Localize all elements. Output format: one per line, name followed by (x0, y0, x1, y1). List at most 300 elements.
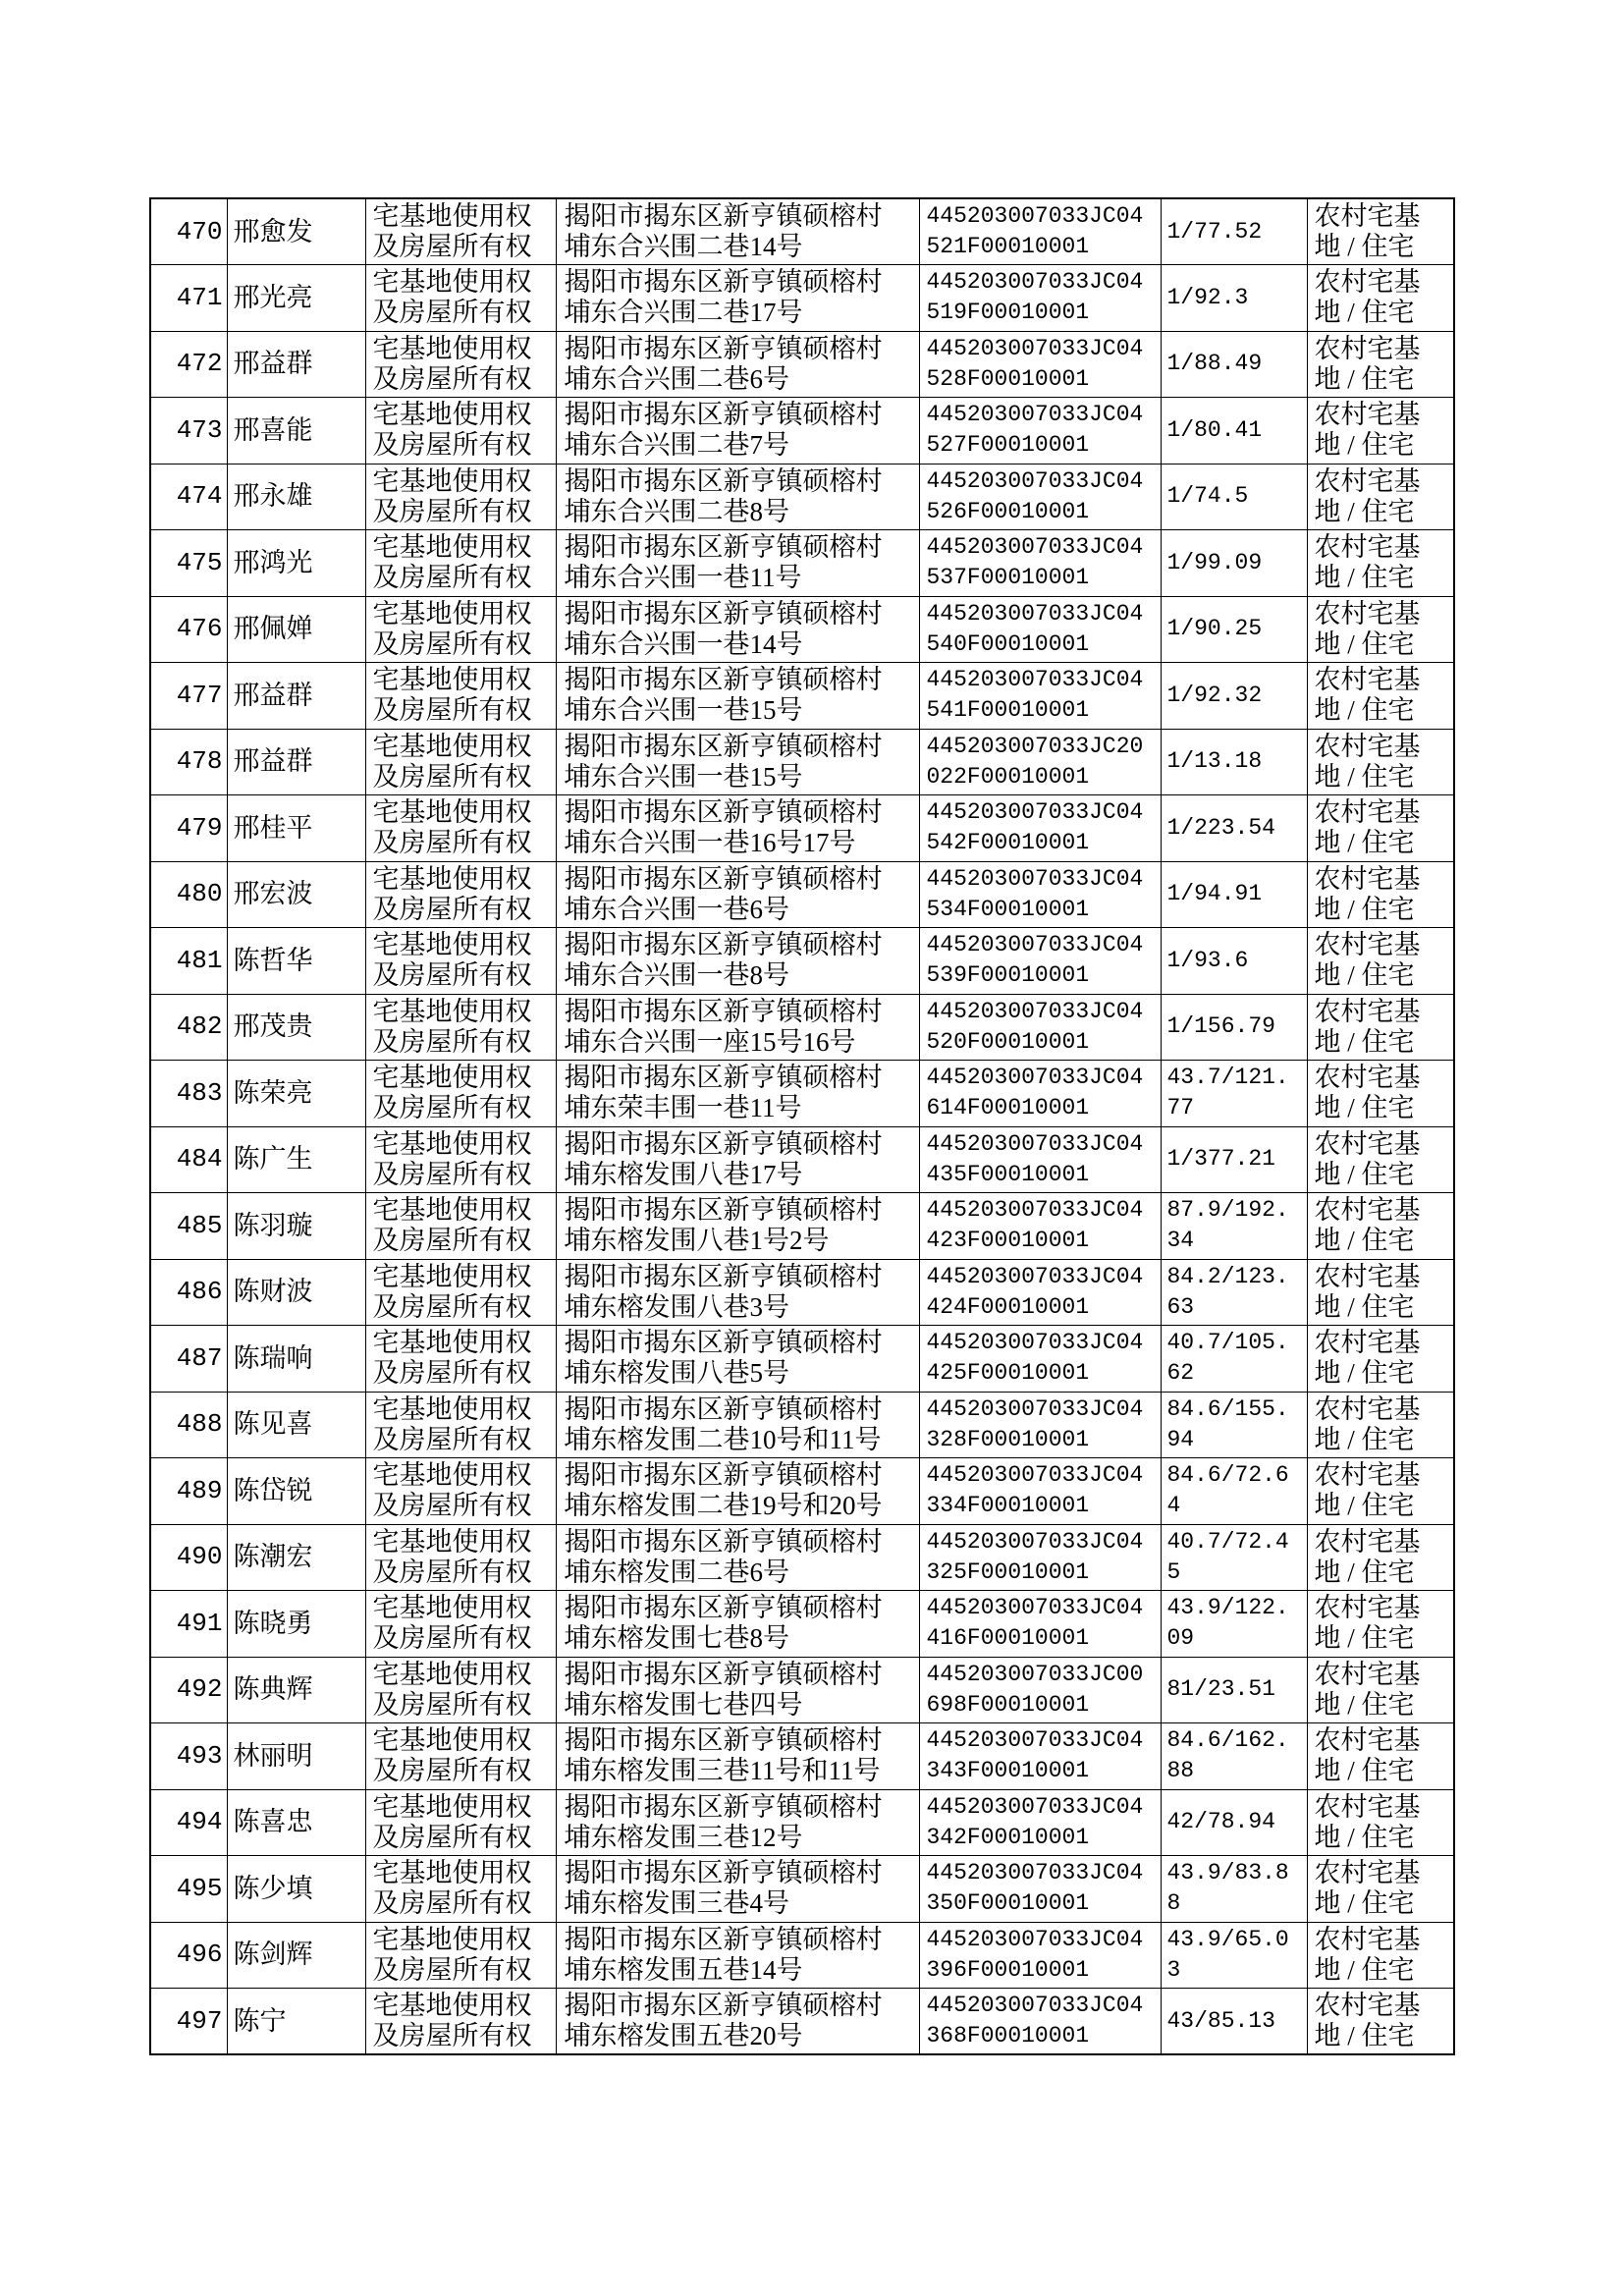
owner-name: 陈岱锐 (233, 1475, 313, 1505)
unit-number-cell (919, 265, 1161, 332)
property-address-cell (556, 596, 919, 663)
land-use: 农村宅基地 / 住宅 (1314, 1791, 1421, 1852)
right-type-cell (365, 1458, 556, 1525)
unit-number: 445203007033JC04528F00010001 (926, 335, 1144, 392)
unit-number: 445203007033JC04520F00010001 (926, 998, 1144, 1055)
right-type: 宅基地使用权及房屋所有权 (372, 1460, 532, 1521)
area-cell (1161, 994, 1307, 1061)
right-type: 宅基地使用权及房屋所有权 (372, 201, 532, 261)
area-cell (1161, 1657, 1307, 1723)
land-use: 农村宅基地 / 住宅 (1314, 532, 1421, 593)
property-address-cell (556, 1989, 919, 2055)
land-use-cell (1307, 1061, 1454, 1127)
table-row (150, 663, 1454, 730)
table-row (150, 861, 1454, 928)
row-number-cell (150, 1856, 227, 1923)
table-row (150, 1061, 1454, 1127)
row-number-cell (150, 530, 227, 597)
right-type-cell (365, 663, 556, 730)
right-type: 宅基地使用权及房屋所有权 (372, 731, 532, 792)
area: 84.2/123.63 (1166, 1263, 1289, 1320)
unit-number: 445203007033JC04350F00010001 (926, 1860, 1144, 1917)
unit-number: 445203007033JC04425F00010001 (926, 1330, 1144, 1387)
right-type: 宅基地使用权及房屋所有权 (372, 1526, 532, 1587)
land-use: 农村宅基地 / 住宅 (1314, 333, 1421, 394)
owner-name: 陈财波 (233, 1277, 313, 1307)
right-type-cell (365, 331, 556, 398)
area-cell (1161, 331, 1307, 398)
land-use-cell (1307, 1259, 1454, 1326)
right-type: 宅基地使用权及房屋所有权 (372, 1858, 532, 1919)
right-type: 宅基地使用权及房屋所有权 (372, 598, 532, 659)
unit-number-cell (919, 530, 1161, 597)
area: 1/377.21 (1166, 1146, 1275, 1173)
owner-name-cell (227, 1126, 365, 1193)
table-row (150, 596, 1454, 663)
area-cell (1161, 1789, 1307, 1856)
row-number: 483 (176, 1077, 223, 1108)
row-number: 472 (176, 349, 223, 379)
row-number-cell (150, 1259, 227, 1326)
table-body (150, 198, 1454, 2054)
unit-number: 445203007033JC04537F00010001 (926, 534, 1144, 591)
property-address-cell (556, 1259, 919, 1326)
row-number: 497 (176, 2005, 223, 2036)
row-number: 489 (176, 1475, 223, 1505)
owner-name-cell (227, 596, 365, 663)
table-row (150, 1126, 1454, 1193)
land-use: 农村宅基地 / 住宅 (1314, 1659, 1421, 1720)
owner-name-cell (227, 729, 365, 795)
table-row (150, 265, 1454, 332)
right-type-cell (365, 1922, 556, 1989)
table-row (150, 1591, 1454, 1658)
property-address: 揭阳市揭东区新亨镇硕榕村埔东合兴围一巷15号 (564, 665, 883, 726)
right-type-cell (365, 795, 556, 862)
unit-number: 445203007033JC04328F00010001 (926, 1395, 1144, 1452)
table-row (150, 1922, 1454, 1989)
unit-number-cell (919, 1789, 1161, 1856)
land-use-cell (1307, 795, 1454, 862)
table-row (150, 1657, 1454, 1723)
right-type: 宅基地使用权及房屋所有权 (372, 400, 532, 461)
area-cell (1161, 1591, 1307, 1658)
table-row (150, 1524, 1454, 1591)
land-use: 农村宅基地 / 住宅 (1314, 1593, 1421, 1654)
right-type: 宅基地使用权及房屋所有权 (372, 1328, 532, 1389)
property-address: 揭阳市揭东区新亨镇硕榕村埔东榕发围二巷6号 (564, 1526, 883, 1587)
unit-number-cell (919, 1922, 1161, 1989)
property-address: 揭阳市揭东区新亨镇硕榕村埔东合兴围一巷11号 (564, 532, 883, 593)
owner-name-cell (227, 861, 365, 928)
land-use: 农村宅基地 / 住宅 (1314, 1991, 1421, 2050)
table-row (150, 1259, 1454, 1326)
row-number: 486 (176, 1277, 223, 1307)
area-cell (1161, 663, 1307, 730)
land-use-cell (1307, 265, 1454, 332)
right-type: 宅基地使用权及房屋所有权 (372, 996, 532, 1057)
owner-name-cell (227, 1392, 365, 1458)
property-address: 揭阳市揭东区新亨镇硕榕村埔东合兴围二巷6号 (564, 333, 883, 394)
land-use: 农村宅基地 / 住宅 (1314, 1725, 1421, 1786)
property-address: 揭阳市揭东区新亨镇硕榕村埔东榕发围五巷20号 (564, 1991, 883, 2050)
row-number-cell (150, 928, 227, 995)
row-number: 493 (176, 1740, 223, 1771)
area: 1/88.49 (1166, 351, 1263, 377)
property-address: 揭阳市揭东区新亨镇硕榕村埔东榕发围八巷5号 (564, 1328, 883, 1389)
land-use: 农村宅基地 / 住宅 (1314, 267, 1421, 328)
right-type-cell (365, 1723, 556, 1790)
right-type-cell (365, 1789, 556, 1856)
unit-number: 445203007033JC04423F00010001 (926, 1197, 1144, 1254)
property-address: 揭阳市揭东区新亨镇硕榕村埔东榕发围八巷3号 (564, 1261, 883, 1322)
row-number: 479 (176, 812, 223, 843)
unit-number-cell (919, 198, 1161, 265)
property-address: 揭阳市揭东区新亨镇硕榕村埔东合兴围一巷6号 (564, 863, 883, 924)
area: 87.9/192.34 (1166, 1197, 1289, 1254)
right-type-cell (365, 994, 556, 1061)
area: 43.9/65.03 (1166, 1926, 1289, 1983)
property-address-cell (556, 464, 919, 530)
table-row (150, 994, 1454, 1061)
area: 84.6/155.94 (1166, 1395, 1289, 1452)
unit-number-cell (919, 1657, 1161, 1723)
row-number: 475 (176, 547, 223, 577)
row-number: 471 (176, 282, 223, 312)
right-type-cell (365, 530, 556, 597)
area: 43.7/121.77 (1166, 1065, 1289, 1121)
land-use-cell (1307, 398, 1454, 464)
area: 43.9/83.88 (1166, 1860, 1289, 1917)
property-address-cell (556, 398, 919, 464)
area: 1/77.52 (1166, 218, 1263, 245)
property-address: 揭阳市揭东区新亨镇硕榕村埔东荣丰围一巷11号 (564, 1063, 883, 1123)
property-address: 揭阳市揭东区新亨镇硕榕村埔东榕发围七巷四号 (564, 1659, 883, 1720)
property-address-cell (556, 994, 919, 1061)
row-number-cell (150, 1458, 227, 1525)
owner-name: 陈哲华 (233, 945, 313, 975)
area: 1/99.09 (1166, 549, 1263, 575)
row-number: 480 (176, 879, 223, 909)
right-type: 宅基地使用权及房屋所有权 (372, 1063, 532, 1123)
area-cell (1161, 1061, 1307, 1127)
row-number-cell (150, 795, 227, 862)
property-address-cell (556, 1193, 919, 1260)
unit-number: 445203007033JC04334F00010001 (926, 1462, 1144, 1519)
right-type-cell (365, 1392, 556, 1458)
area-cell (1161, 861, 1307, 928)
land-use-cell (1307, 596, 1454, 663)
owner-name: 陈瑞响 (233, 1342, 313, 1373)
row-number: 496 (176, 1940, 223, 1970)
owner-name-cell (227, 1922, 365, 1989)
right-type-cell (365, 928, 556, 995)
row-number: 476 (176, 614, 223, 644)
table-row (150, 928, 1454, 995)
land-use: 农村宅基地 / 住宅 (1314, 1328, 1421, 1389)
land-use-cell (1307, 1922, 1454, 1989)
row-number-cell (150, 663, 227, 730)
owner-name: 邢愈发 (233, 216, 313, 246)
unit-number: 445203007033JC04534F00010001 (926, 865, 1144, 922)
row-number: 473 (176, 414, 223, 445)
land-use: 农村宅基地 / 住宅 (1314, 797, 1421, 858)
table-row (150, 1193, 1454, 1260)
table-row (150, 1789, 1454, 1856)
land-use: 农村宅基地 / 住宅 (1314, 1063, 1421, 1123)
row-number-cell (150, 1061, 227, 1127)
property-address: 揭阳市揭东区新亨镇硕榕村埔东榕发围八巷1号2号 (564, 1195, 883, 1256)
land-use: 农村宅基地 / 住宅 (1314, 1526, 1421, 1587)
owner-name: 邢宏波 (233, 879, 313, 909)
right-type-cell (365, 1259, 556, 1326)
row-number-cell (150, 1524, 227, 1591)
table-row (150, 1989, 1454, 2055)
table-row (150, 1392, 1454, 1458)
row-number: 484 (176, 1144, 223, 1175)
right-type-cell (365, 1657, 556, 1723)
property-address-cell (556, 1126, 919, 1193)
land-use-cell (1307, 1458, 1454, 1525)
row-number-cell (150, 331, 227, 398)
right-type: 宅基地使用权及房屋所有权 (372, 532, 532, 593)
unit-number-cell (919, 1591, 1161, 1658)
right-type-cell (365, 464, 556, 530)
table-row (150, 198, 1454, 265)
right-type-cell (365, 1193, 556, 1260)
unit-number-cell (919, 1723, 1161, 1790)
row-number-cell (150, 1657, 227, 1723)
right-type-cell (365, 596, 556, 663)
row-number-cell (150, 729, 227, 795)
row-number-cell (150, 994, 227, 1061)
property-address-cell (556, 1922, 919, 1989)
land-use: 农村宅基地 / 住宅 (1314, 863, 1421, 924)
owner-name-cell (227, 1789, 365, 1856)
unit-number: 445203007033JC04526F00010001 (926, 467, 1144, 524)
area: 1/92.3 (1166, 284, 1249, 310)
right-type: 宅基地使用权及房屋所有权 (372, 1991, 532, 2050)
owner-name: 陈晓勇 (233, 1608, 313, 1638)
property-address-cell (556, 1657, 919, 1723)
owner-name-cell (227, 795, 365, 862)
owner-name-cell (227, 1326, 365, 1393)
owner-name-cell (227, 928, 365, 995)
land-use: 农村宅基地 / 住宅 (1314, 1128, 1421, 1189)
right-type: 宅基地使用权及房屋所有权 (372, 1195, 532, 1256)
right-type: 宅基地使用权及房屋所有权 (372, 1659, 532, 1720)
land-use: 农村宅基地 / 住宅 (1314, 996, 1421, 1057)
owner-name: 邢佩婵 (233, 614, 313, 644)
owner-name: 陈羽璇 (233, 1210, 313, 1240)
property-address-cell (556, 1723, 919, 1790)
unit-number: 445203007033JC04527F00010001 (926, 402, 1144, 459)
owner-name-cell (227, 1856, 365, 1923)
owner-name-cell (227, 1723, 365, 1790)
land-use: 农村宅基地 / 住宅 (1314, 465, 1421, 526)
area: 1/92.32 (1166, 682, 1263, 708)
property-rights-table (149, 197, 1455, 2055)
unit-number-cell (919, 861, 1161, 928)
area: 40.7/105.62 (1166, 1330, 1289, 1387)
unit-number: 445203007033JC04521F00010001 (926, 203, 1144, 259)
unit-number-cell (919, 331, 1161, 398)
right-type: 宅基地使用权及房屋所有权 (372, 1924, 532, 1985)
right-type: 宅基地使用权及房屋所有权 (372, 1128, 532, 1189)
table-row (150, 331, 1454, 398)
unit-number: 445203007033JC04416F00010001 (926, 1595, 1144, 1652)
owner-name-cell (227, 1458, 365, 1525)
land-use-cell (1307, 1126, 1454, 1193)
property-address: 揭阳市揭东区新亨镇硕榕村埔东榕发围三巷4号 (564, 1858, 883, 1919)
right-type-cell (365, 729, 556, 795)
owner-name-cell (227, 265, 365, 332)
property-address-cell (556, 198, 919, 265)
right-type: 宅基地使用权及房屋所有权 (372, 465, 532, 526)
table-row (150, 398, 1454, 464)
property-address: 揭阳市揭东区新亨镇硕榕村埔东合兴围二巷14号 (564, 201, 883, 261)
row-number-cell (150, 1591, 227, 1658)
area-cell (1161, 1392, 1307, 1458)
owner-name: 陈剑辉 (233, 1940, 313, 1970)
property-address-cell (556, 265, 919, 332)
owner-name: 陈广生 (233, 1144, 313, 1175)
property-address-cell (556, 928, 919, 995)
row-number-cell (150, 398, 227, 464)
property-address-cell (556, 1591, 919, 1658)
table-row (150, 1326, 1454, 1393)
owner-name: 陈荣亮 (233, 1077, 313, 1108)
land-use-cell (1307, 994, 1454, 1061)
property-address: 揭阳市揭东区新亨镇硕榕村埔东榕发围二巷10号和11号 (564, 1393, 883, 1454)
owner-name-cell (227, 1061, 365, 1127)
area-cell (1161, 596, 1307, 663)
unit-number: 445203007033JC04541F00010001 (926, 667, 1144, 724)
owner-name-cell (227, 1989, 365, 2055)
area: 1/74.5 (1166, 483, 1249, 510)
land-use-cell (1307, 1193, 1454, 1260)
land-use-cell (1307, 1591, 1454, 1658)
unit-number: 445203007033JC04424F00010001 (926, 1263, 1144, 1320)
right-type-cell (365, 1126, 556, 1193)
row-number: 474 (176, 481, 223, 512)
row-number: 485 (176, 1210, 223, 1240)
right-type: 宅基地使用权及房屋所有权 (372, 1593, 532, 1654)
row-number-cell (150, 1789, 227, 1856)
table-row (150, 1458, 1454, 1525)
property-address-cell (556, 1061, 919, 1127)
owner-name-cell (227, 398, 365, 464)
land-use-cell (1307, 663, 1454, 730)
owner-name-cell (227, 530, 365, 597)
property-address: 揭阳市揭东区新亨镇硕榕村埔东合兴围一巷15号 (564, 731, 883, 792)
owner-name-cell (227, 1524, 365, 1591)
land-use-cell (1307, 1789, 1454, 1856)
right-type: 宅基地使用权及房屋所有权 (372, 333, 532, 394)
area: 84.6/162.88 (1166, 1727, 1289, 1784)
area-cell (1161, 1524, 1307, 1591)
area: 1/80.41 (1166, 416, 1263, 443)
table-row (150, 1723, 1454, 1790)
unit-number-cell (919, 729, 1161, 795)
property-address: 揭阳市揭东区新亨镇硕榕村埔东榕发围三巷11号和11号 (564, 1725, 883, 1786)
row-number-cell (150, 265, 227, 332)
owner-name: 林丽明 (233, 1740, 313, 1771)
unit-number-cell (919, 1193, 1161, 1260)
property-address: 揭阳市揭东区新亨镇硕榕村埔东合兴围二巷7号 (564, 400, 883, 461)
right-type: 宅基地使用权及房屋所有权 (372, 267, 532, 328)
area-cell (1161, 928, 1307, 995)
owner-name-cell (227, 1657, 365, 1723)
owner-name: 陈典辉 (233, 1674, 313, 1705)
land-use-cell (1307, 861, 1454, 928)
owner-name: 邢桂平 (233, 812, 313, 843)
land-use: 农村宅基地 / 住宅 (1314, 201, 1421, 261)
property-address: 揭阳市揭东区新亨镇硕榕村埔东合兴围一巷8号 (564, 930, 883, 991)
land-use-cell (1307, 1524, 1454, 1591)
area: 43/85.13 (1166, 2007, 1275, 2034)
right-type: 宅基地使用权及房屋所有权 (372, 665, 532, 726)
unit-number-cell (919, 1524, 1161, 1591)
unit-number-cell (919, 795, 1161, 862)
land-use: 农村宅基地 / 住宅 (1314, 1195, 1421, 1256)
unit-number-cell (919, 928, 1161, 995)
row-number-cell (150, 596, 227, 663)
property-address-cell (556, 331, 919, 398)
table-row (150, 1856, 1454, 1923)
right-type-cell (365, 1061, 556, 1127)
table-row (150, 464, 1454, 530)
owner-name-cell (227, 198, 365, 265)
row-number: 470 (176, 216, 223, 246)
right-type-cell (365, 1524, 556, 1591)
land-use-cell (1307, 1723, 1454, 1790)
unit-number-cell (919, 1259, 1161, 1326)
row-number-cell (150, 861, 227, 928)
unit-number-cell (919, 663, 1161, 730)
row-number-cell (150, 1126, 227, 1193)
land-use: 农村宅基地 / 住宅 (1314, 1261, 1421, 1322)
right-type-cell (365, 265, 556, 332)
owner-name-cell (227, 994, 365, 1061)
unit-number: 445203007033JC04368F00010001 (926, 1993, 1144, 2049)
right-type: 宅基地使用权及房屋所有权 (372, 1791, 532, 1852)
property-address-cell (556, 1458, 919, 1525)
unit-number-cell (919, 1458, 1161, 1525)
row-number-cell (150, 1326, 227, 1393)
unit-number: 445203007033JC04396F00010001 (926, 1926, 1144, 1983)
property-address-cell (556, 530, 919, 597)
property-address: 揭阳市揭东区新亨镇硕榕村埔东合兴围一座15号16号 (564, 996, 883, 1057)
row-number-cell (150, 1989, 227, 2055)
right-type-cell (365, 198, 556, 265)
owner-name: 邢益群 (233, 746, 313, 777)
owner-name: 邢喜能 (233, 414, 313, 445)
area-cell (1161, 729, 1307, 795)
table-row (150, 729, 1454, 795)
area: 42/78.94 (1166, 1809, 1275, 1835)
row-number-cell (150, 1723, 227, 1790)
right-type: 宅基地使用权及房屋所有权 (372, 1725, 532, 1786)
owner-name: 邢茂贵 (233, 1011, 313, 1042)
row-number-cell (150, 1193, 227, 1260)
land-use-cell (1307, 198, 1454, 265)
row-number-cell (150, 1922, 227, 1989)
property-address: 揭阳市揭东区新亨镇硕榕村埔东榕发围三巷12号 (564, 1791, 883, 1852)
right-type-cell (365, 398, 556, 464)
right-type-cell (365, 1989, 556, 2055)
property-address: 揭阳市揭东区新亨镇硕榕村埔东榕发围八巷17号 (564, 1128, 883, 1189)
